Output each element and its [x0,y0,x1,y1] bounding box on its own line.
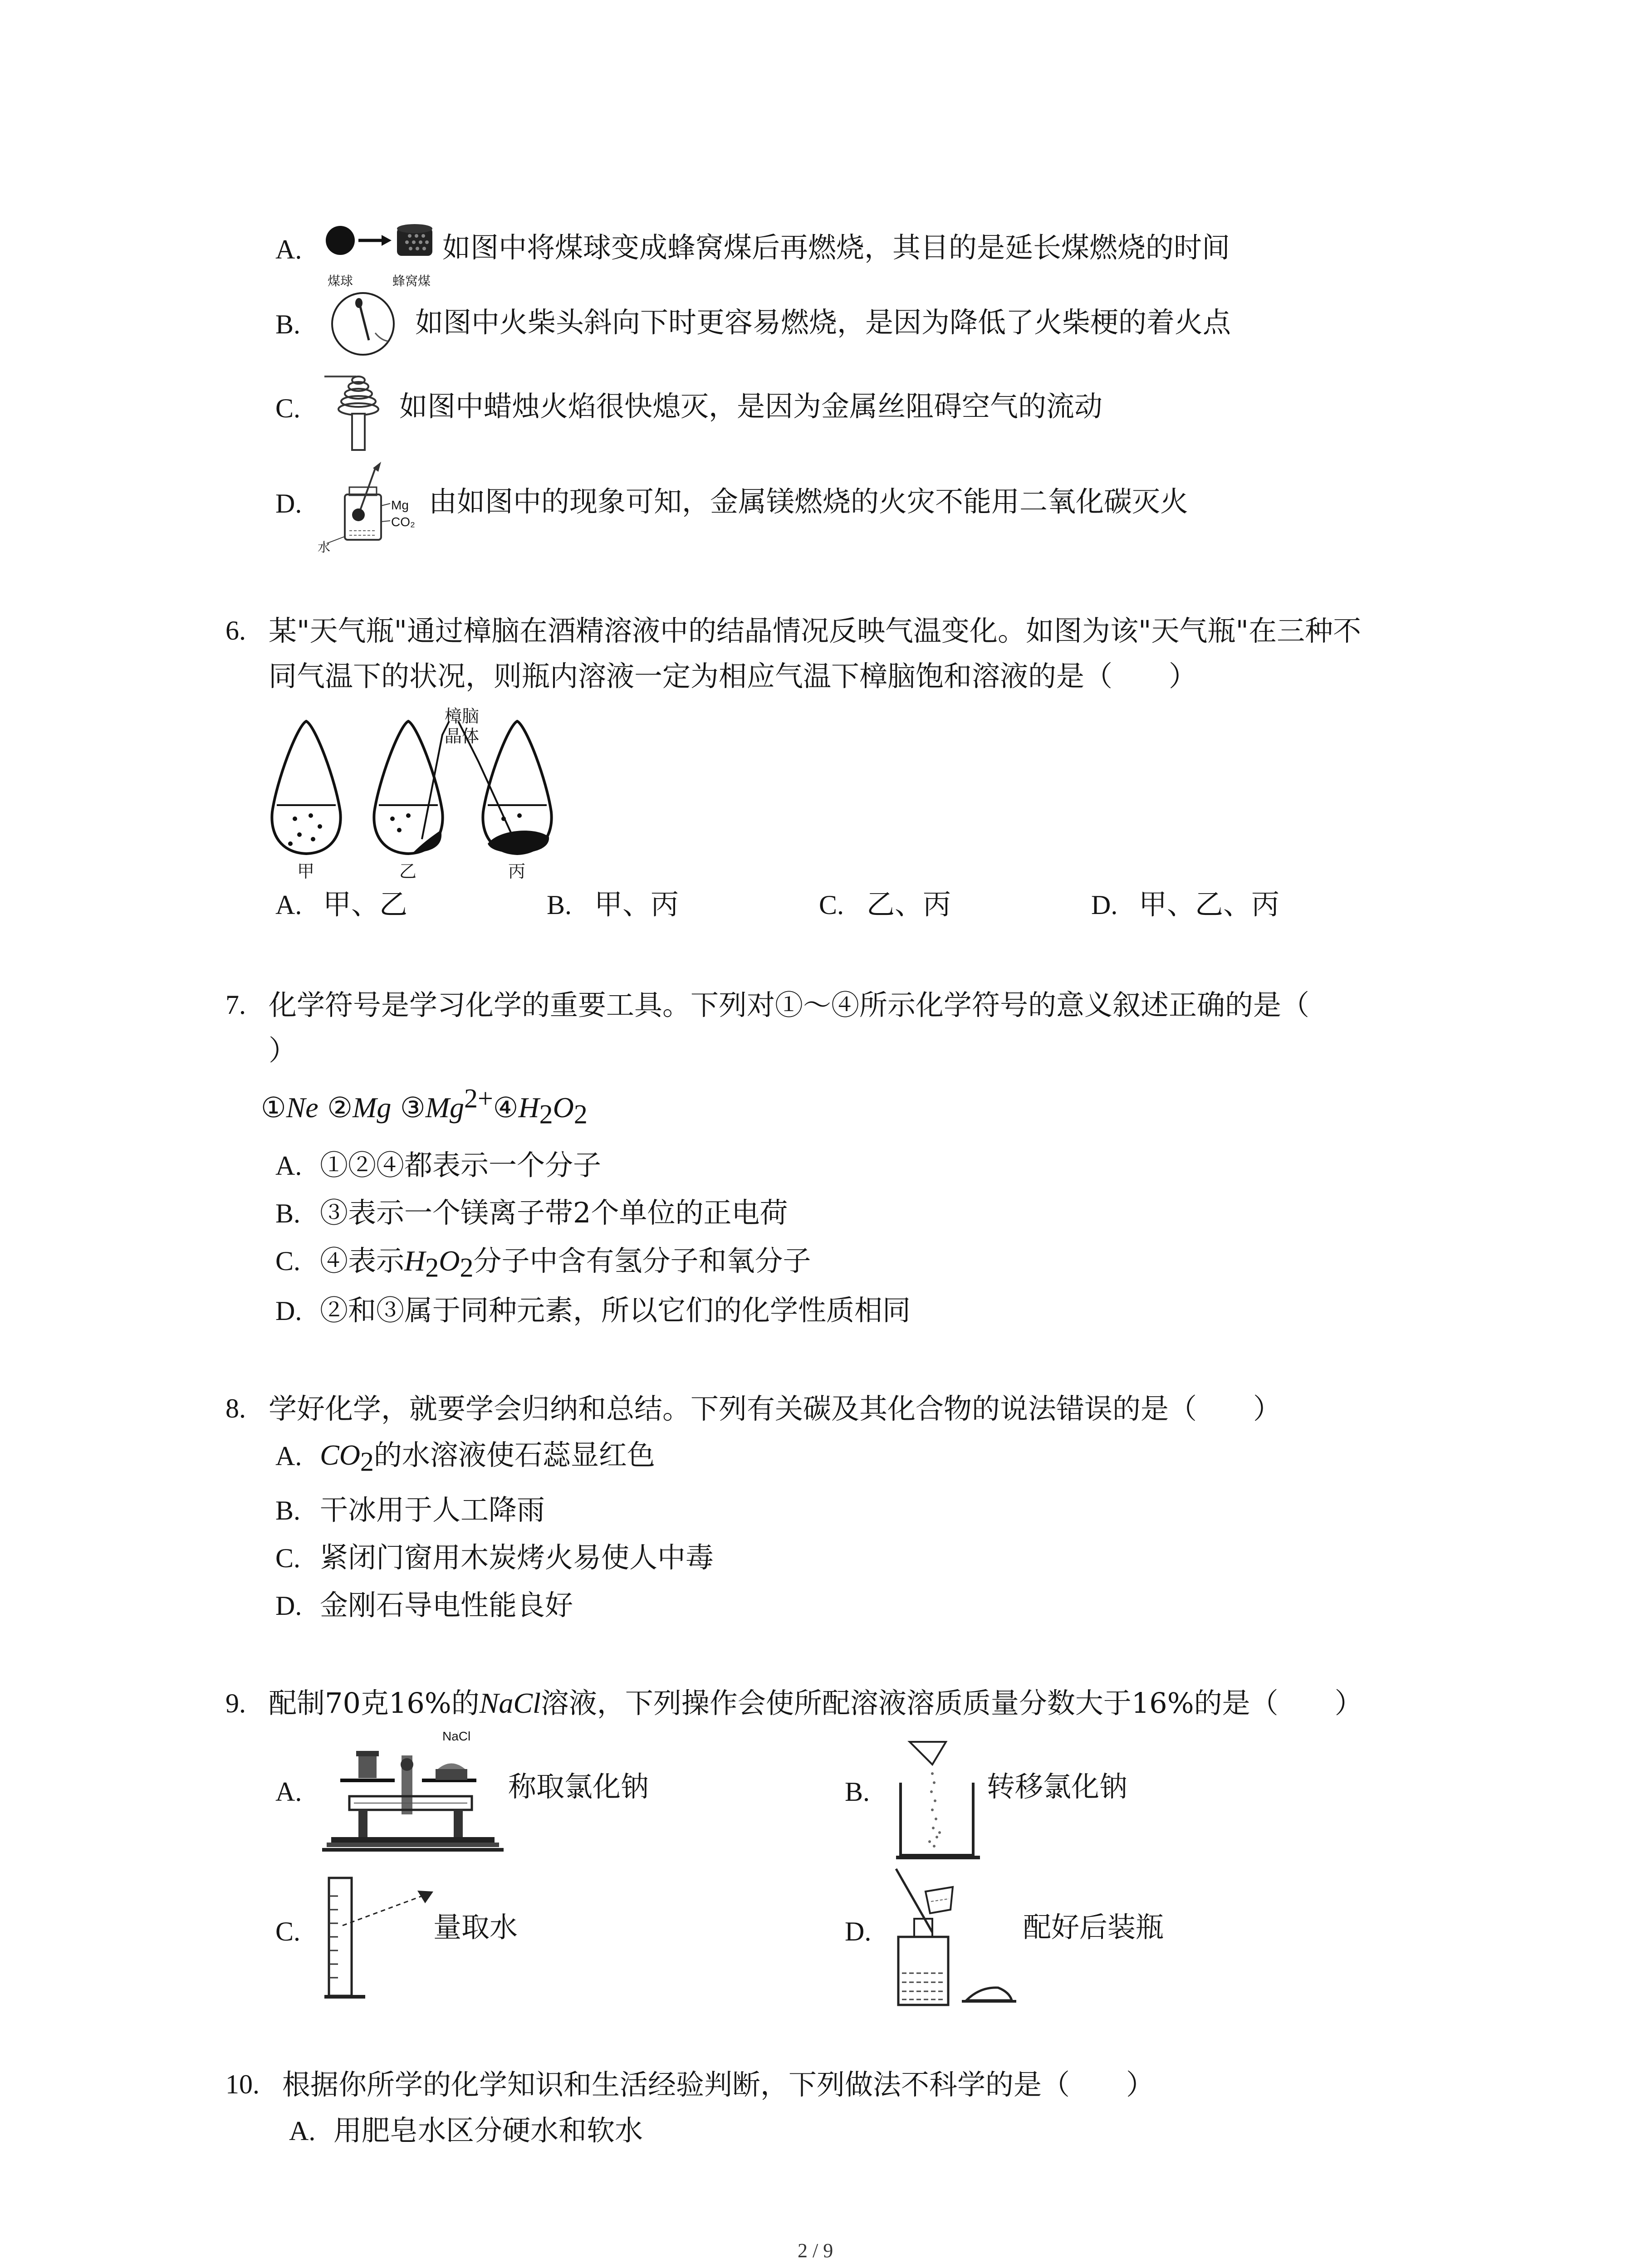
q6-stem-line1: 某"天气瓶"通过樟脑在酒精溶液中的结晶情况反映气温变化。如图为该"天气瓶"在三种不 [269,614,1362,647]
bottling-figure [889,1864,1025,2014]
q5-option-b-text: 如图中火柴头斜向下时更容易燃烧，是因为降低了火柴梗的着火点 [415,306,1231,339]
q7-stem-line1: 化学符号是学习化学的重要工具。下列对①～④所示化学符号的意义叙述正确的是（ [269,988,1310,1022]
q9-option-c-text: 量取水 [433,1911,518,1944]
bottle-label-jia: 甲 [297,862,315,881]
q6-option-b-text: 甲、丙 [594,888,679,921]
q10-number: 10. [225,2069,260,2099]
page-number: 2 / 9 [798,2239,833,2262]
q10-option-a-text: 用肥皂水区分硬水和软水 [333,2114,643,2147]
q6-option-c-label: C. [819,890,844,920]
q9-option-b-label: B. [845,1777,870,1807]
magnesium-co2-figure [318,458,426,553]
q6-option-d-label: D. [1091,890,1118,920]
q5-option-a-label: A. [275,235,302,264]
match-figure [324,291,415,359]
q7-symbols-line: ①Ne ②Mg $③Mg^{2+}④H_2O_2$ [261,1083,588,1129]
q8-option-b-text: 干冰用于人工降雨 [320,1493,545,1526]
balance-nacl-tag: NaCl [442,1729,471,1743]
q6-option-c-text: 乙、丙 [867,888,951,921]
coal-ball-caption: 煤球 [328,274,353,288]
honeycomb-coal-caption: 蜂窝煤 [392,274,431,288]
balance-scale-figure [322,1737,504,1869]
q7-option-b-label: B. [275,1198,301,1228]
camphor-label-top: 樟脑 [445,707,480,726]
camphor-label-bottom: 晶体 [445,727,480,746]
q7-option-d-text: ②和③属于同种元素，所以它们的化学性质相同 [320,1294,911,1327]
q8-option-c-text: 紧闭门窗用木炭烤火易使人中毒 [320,1541,714,1574]
q7-stem-line2: ） [269,1034,297,1067]
q6-stem-line2: 同气温下的状况，则瓶内溶液一定为相应气温下樟脑饱和溶液的是（ ） [269,660,1197,693]
honeycomb-coal-icon [397,224,432,256]
q5-option-d-text: 由如图中的现象可知，金属镁燃烧的火灾不能用二氧化碳灭火 [429,485,1189,518]
q7-option-c-label: C. [275,1246,301,1276]
q9-number: 9. [225,1688,246,1718]
q9-option-a-label: A. [275,1777,302,1807]
q9-option-d-label: D. [845,1916,872,1946]
q7-option-a-label: A. [275,1151,302,1181]
weather-bottles-figure [263,708,590,875]
bottle-label-bing: 丙 [508,862,526,881]
bottle-bing [483,721,551,854]
q9-option-d-text: 配好后装瓶 [1023,1911,1164,1944]
q7-option-d-label: D. [275,1296,302,1326]
q10-stem: 根据你所学的化学知识和生活经验判断，下列做法不科学的是（ ） [282,2068,1155,2101]
q8-option-d-label: D. [275,1591,302,1621]
q6-option-a-label: A. [275,890,302,920]
fig-mg-label: Mg [391,498,409,512]
q8-option-b-label: B. [275,1496,301,1525]
fig-co2-label: CO₂ [391,515,415,529]
q8-option-d-text: 金刚石导电性能良好 [320,1589,573,1622]
q9-option-b-text: 转移氯化钠 [987,1770,1128,1803]
q10-option-a-label: A. [289,2116,316,2146]
q7-option-c-text: ④表示$H_2O_2$分子中含有氢分子和氧分子 [320,1244,811,1283]
q6-option-b-label: B. [547,890,572,920]
q9-option-c-label: C. [275,1916,301,1946]
bottle-jia [272,721,340,854]
q6-option-d-text: 甲、乙、丙 [1139,888,1280,921]
q5-option-c-label: C. [275,393,301,423]
q8-option-c-label: C. [275,1543,301,1573]
fig-water-label: 水 [318,540,331,554]
q8-option-a-label: A. [275,1441,302,1471]
q9-option-a-text: 称取氯化钠 [508,1770,649,1803]
bottle-label-yi: 乙 [399,862,417,881]
q8-stem: 学好化学，就要学会归纳和总结。下列有关碳及其化合物的说法错误的是（ ） [269,1392,1282,1425]
q5-option-b-label: B. [275,309,301,339]
q6-option-a-text: 甲、乙 [323,888,408,921]
q7-option-a-text: ①②④都表示一个分子 [320,1149,602,1182]
beaker-transfer-figure [896,1733,987,1864]
candle-wire-figure [322,363,395,454]
q5-option-d-label: D. [275,489,302,518]
coal-ball-icon [326,226,355,255]
q7-number: 7. [225,990,246,1020]
q5-option-a-text: 如图中将煤球变成蜂窝煤后再燃烧，其目的是延长煤燃烧的时间 [442,231,1230,264]
q8-number: 8. [225,1393,246,1423]
q9-stem: 配制70克16%的NaCl溶液，下列操作会使所配溶液溶质质量分数大于16%的是（ ） [269,1686,1363,1720]
measuring-cylinder-figure [324,1873,442,2005]
q7-option-b-text: ③表示一个镁离子带2个单位的正电荷 [320,1196,788,1229]
q8-option-a-text: $CO_2$的水溶液使石蕊显红色 [320,1438,655,1477]
q5-option-c-text: 如图中蜡烛火焰很快熄灭，是因为金属丝阻碍空气的流动 [399,390,1103,423]
q6-number: 6. [225,616,246,645]
